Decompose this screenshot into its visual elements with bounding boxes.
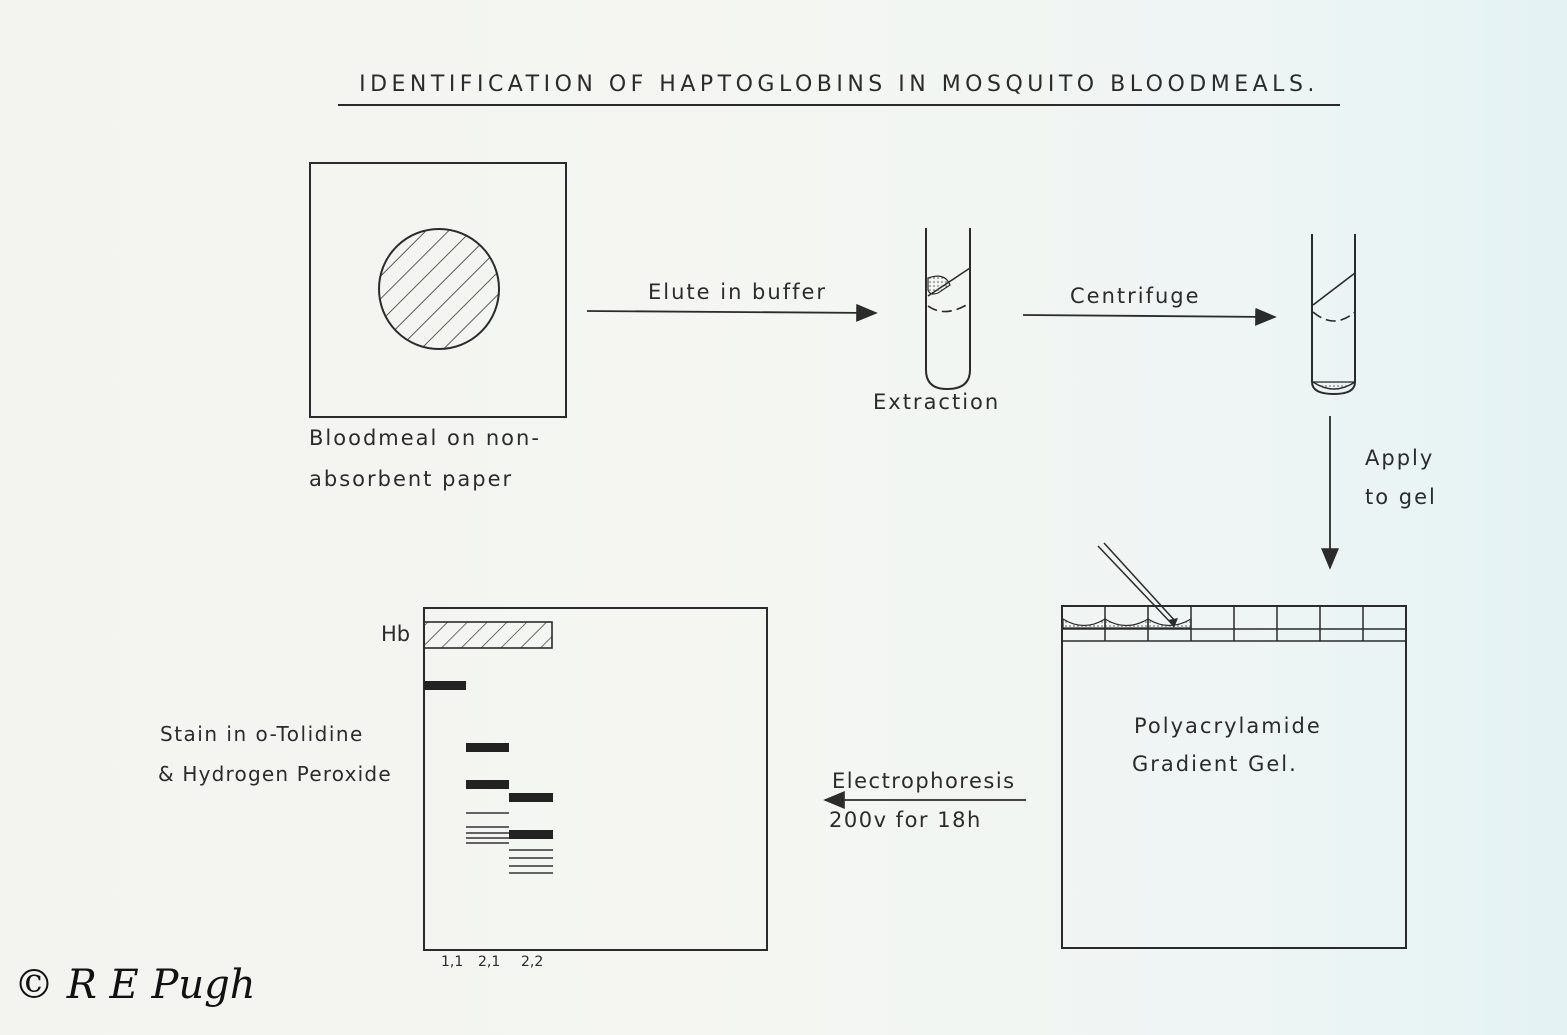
gel-label-line1: Polyacrylamide	[1134, 714, 1322, 738]
lane-label-2: 2,1	[478, 954, 501, 970]
band	[466, 743, 509, 752]
lane-label-3: 2,2	[521, 954, 544, 970]
hb-band	[424, 622, 552, 648]
elute-label: Elute in buffer	[648, 280, 828, 304]
bloodmeal-spot	[370, 220, 510, 360]
bloodmeal-label-line1: Bloodmeal on non-	[309, 426, 541, 450]
band	[509, 830, 553, 839]
gel-label-line2: Gradient Gel.	[1132, 752, 1298, 776]
lane-label-1: 1,1	[441, 954, 464, 970]
hb-label: Hb	[381, 622, 411, 646]
centrifuge-label: Centrifuge	[1070, 284, 1201, 308]
elute-arrow	[587, 311, 876, 313]
gradient-gel	[1062, 543, 1406, 948]
apply-label-line1: Apply	[1365, 446, 1435, 470]
extraction-label: Extraction	[873, 390, 1001, 414]
band	[424, 681, 466, 690]
bloodmeal-label-line2: absorbent paper	[309, 467, 514, 491]
band	[466, 780, 509, 789]
diagram-title: IDENTIFICATION OF HAPTOGLOBINS IN MOSQUITO BLOODMEALS.	[359, 72, 1319, 97]
electrophoresis-label-line2: 200v for 18h	[829, 808, 982, 832]
copyright-watermark: © R E Pugh	[14, 962, 256, 1008]
extraction-tube-icon	[926, 228, 970, 389]
apply-label-line2: to gel	[1365, 485, 1437, 509]
band	[509, 793, 553, 802]
stained-gel	[424, 608, 767, 950]
stain-label-line2: & Hydrogen Peroxide	[158, 762, 392, 786]
centrifuged-tube-icon	[1312, 234, 1355, 394]
stain-label-line1: Stain in o-Tolidine	[160, 722, 364, 746]
electrophoresis-label-line1: Electrophoresis	[832, 769, 1016, 793]
centrifuge-arrow	[1023, 315, 1275, 317]
